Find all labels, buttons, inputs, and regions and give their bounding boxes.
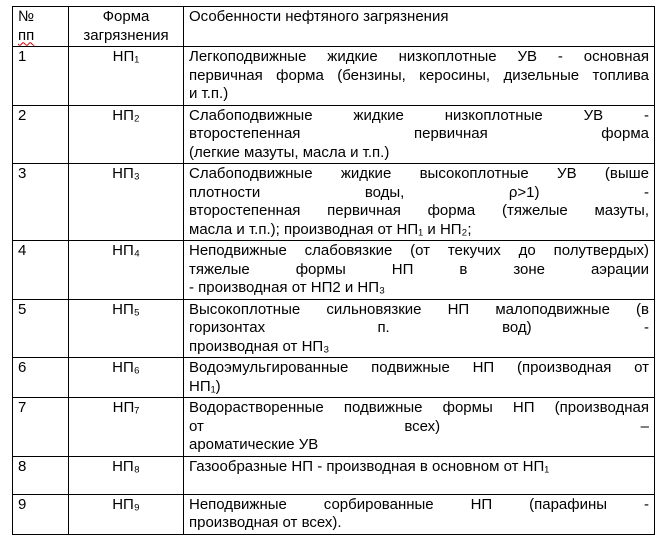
table-row <box>13 358 655 398</box>
description-line: Газообразные НП - производная в основном от НП₁ <box>189 457 550 475</box>
pollution-description-cell <box>184 358 655 398</box>
table-row <box>13 164 655 241</box>
pollution-form-cell: НП₃ <box>69 164 184 241</box>
description-line: - производная от НП2 и НП₃ <box>189 279 386 296</box>
pollution-description-cell <box>184 164 655 241</box>
description-line: Неподвижные слабовязкие (от текучих до полутвердых) <box>189 242 649 259</box>
row-number-cell: 1 <box>13 47 69 106</box>
description-line: Слабоподвижные жидкие высокоплотные УВ (выше <box>189 165 649 182</box>
pollution-description-cell <box>184 47 655 106</box>
pollution-description-cell <box>184 241 655 300</box>
description-line: и т.п.) <box>189 85 229 102</box>
header-features-cell: Особенности нефтяного загрязнения <box>184 7 655 47</box>
table-row <box>13 241 655 300</box>
header-form-line: Форма <box>102 8 150 25</box>
description-line: Высокоплотные сильновязкие НП малоподвижные (в <box>189 300 649 318</box>
description-line: Водоэмульгированные подвижные НП (производная от <box>189 359 649 376</box>
pollution-description-cell <box>184 299 655 358</box>
description-line: плотности воды, ρ>1) - <box>189 183 649 201</box>
header-num-line: № <box>18 8 35 25</box>
row-number-cell: 8 <box>13 456 69 494</box>
table-row <box>13 456 655 494</box>
pollution-form-cell: НП₁ <box>69 47 184 106</box>
header-row <box>13 7 655 47</box>
table-row <box>13 105 655 164</box>
description-line: Неподвижные сорбированные НП (парафины - <box>189 495 649 513</box>
description-line: НП₁) <box>189 377 221 395</box>
description-line: второстепенная первичная форма <box>189 125 649 142</box>
pollution-form-cell: НП₅ <box>69 299 184 358</box>
description-line: ароматические УВ <box>189 436 319 453</box>
header-num-line <box>18 27 63 46</box>
pollution-form-cell: НП₄ <box>69 241 184 300</box>
description-line: производная от всех). <box>189 514 342 531</box>
description-line: от всех) – <box>189 417 649 435</box>
table-row <box>13 398 655 457</box>
description-line: масла и т.п.); производная от НП₁ и НП₂; <box>189 220 472 238</box>
pollution-form-cell: НП₇ <box>69 398 184 457</box>
row-number-cell: 3 <box>13 164 69 241</box>
header-num-spell-underline: пп <box>18 26 35 44</box>
table-row <box>13 494 655 534</box>
header-form-line: загрязнения <box>83 26 169 44</box>
row-number-cell: 6 <box>13 358 69 398</box>
table-body <box>13 47 655 535</box>
pollution-form-cell: НП₆ <box>69 358 184 398</box>
description-line: Слабоподвижные жидкие низкоплотные УВ - <box>189 106 649 124</box>
header-num-cell <box>13 7 69 47</box>
description-line: горизонтах п. вод) - <box>189 319 649 336</box>
row-number-cell: 5 <box>13 299 69 358</box>
row-number-cell: 2 <box>13 105 69 164</box>
pollution-description-cell <box>184 494 655 534</box>
pollution-description-cell <box>184 105 655 164</box>
pollution-forms-table <box>12 6 655 535</box>
row-number-cell: 4 <box>13 241 69 300</box>
pollution-form-cell: НП₂ <box>69 105 184 164</box>
pollution-description-cell <box>184 398 655 457</box>
row-number-cell: 7 <box>13 398 69 457</box>
pollution-form-cell: НП₈ <box>69 456 184 494</box>
pollution-form-cell: НП₉ <box>69 494 184 534</box>
description-line: Легкоподвижные жидкие низкоплотные УВ - основная <box>189 48 649 65</box>
description-line: первичная форма (бензины, керосины, дизельные топлива <box>189 66 649 84</box>
description-line: Водорастворенные подвижные формы НП (производная <box>189 399 649 416</box>
description-line: тяжелые формы НП в зоне аэрации <box>189 260 649 278</box>
table-row <box>13 299 655 358</box>
table-row <box>13 47 655 106</box>
pollution-description-cell <box>184 456 655 494</box>
description-line: второстепенная первичная форма (тяжелые мазуты, <box>189 202 649 219</box>
description-line: (легкие мазуты, масла и т.п.) <box>189 143 390 161</box>
row-number-cell: 9 <box>13 494 69 534</box>
description-line: производная от НП₃ <box>189 337 330 355</box>
header-form-cell <box>69 7 184 47</box>
